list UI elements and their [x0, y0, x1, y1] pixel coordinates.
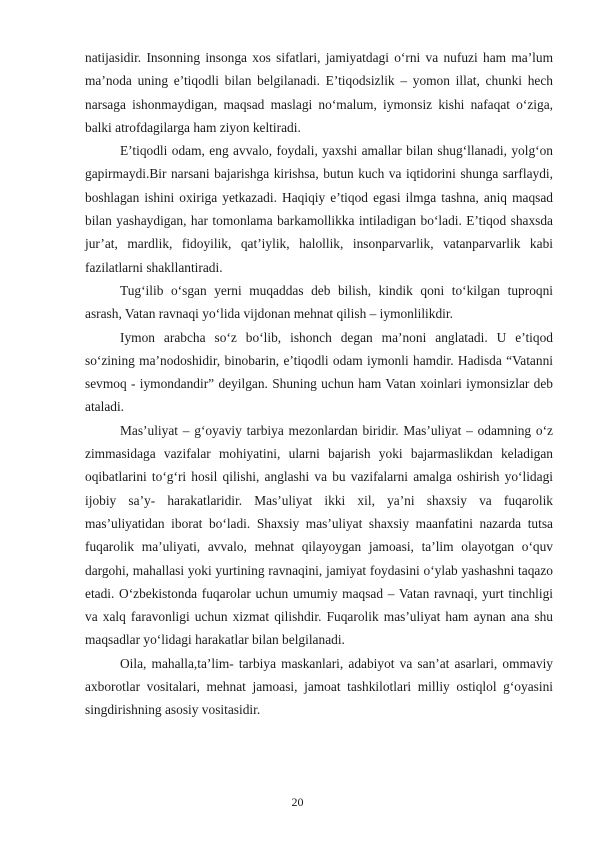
paragraph-5: Mas’uliyat – g‘oyaviy tarbiya mezonlardan biridir. Mas’uliyat – odamning o‘z zimmasidaga vazifalar mohiyatini, ularni bajarish yoki bajarmaslikdan keladigan oqibatlarini to‘g‘ri hosil qilishi, anglashi va bu vazifalarni amalga oshirish yo‘lidagi ijobiy sa’y- harakatlaridir. Mas’uliyat ikki xil, ya’ni shaxsiy va fuqarolik mas’uliyatidan iborat bo‘ladi. Shaxsiy mas’uliyat shaxsiy maanfatini nazarda tutsa fuqarolik ma’uliyati, avvalo, mehnat qilayoygan jamoasi, ta’lim olayotgan o‘quv dargohi, mahallasi yoki yurtining ravnaqini, jamiyat foydasini o‘ylab yashashni taqazo etadi. O‘zbekistonda fuqarolar uchun umumiy maqsad – Vatan ravnaqi, yurt tinchligi va xalq faravonligi uchun xizmat qilishdir. Fuqarolik mas’uliyat ham aynan ana shu maqsadlar yo‘lidagi harakatlar bilan belgilanadi. — [85, 422, 553, 648]
paragraph-2: E’tiqodli odam, eng avvalo, foydali, yaxshi amallar bilan shug‘llanadi, yolg‘on gapirmaydi.Bir narsani bajarishga kirishsa, butun kuch va iqtidorini shunga sarflaydi, boshlagan ishini oxiriga yetkazadi. Haqiqiy e’tiqod egasi ilmga tashna, aniq maqsad bilan yashaydigan, har tomonlama barkamollikka intiladigan bo‘ladi. E’tiqod shaxsda jur’at, mardlik, fidoyilik, qat’iylik, halollik, insonparvarlik, vatanparvarlik kabi fazilatlarni shakllantiradi. — [85, 143, 553, 275]
page-number: 20 — [291, 795, 304, 809]
paragraph-3: Tug‘ilib o‘sgan yerni muqaddas deb bilish, kindik qoni to‘kilgan tuproqni asrash, Vatan ravnaqi yo‘lida vijdonan mehnat qilish – iymonlilikdir. — [85, 282, 553, 322]
paragraph-4: Iymon arabcha so‘z bo‘lib, ishonch degan ma’noni anglatadi. U e’tiqod so‘zining ma’nodoshidir, binobarin, e’tiqodli odam iymonli hamdir. Hadisda “Vatanni sevmoq - iymondandir” deyilgan. Shuning uchun ham Vatan xoinlari iymonsizlar deb ataladi. — [85, 329, 553, 415]
paragraph-6: Oila, mahalla,ta’lim- tarbiya maskanlari, adabiyot va san’at asarlari, ommaviy axborotlar vositalari, mehnat jamoasi, jamoat tashkilotlari milliy ostiqlol g‘oyasini singdirishning asosiy vositasidir. — [85, 655, 553, 718]
body-text — [85, 46, 553, 722]
paragraph-1: natijasidir. Insonning insonga xos sifatlari, jamiyatdagi o‘rni va nufuzi ham ma’lum ma’noda uning e’tiqodli bilan belgilanadi. E’tiqodsizlik – yomon illat, chunki hech narsaga ishonmaydigan, maqsad maslagi no‘malum, iymonsiz kishi nafaqat o‘ziga, balki atrofdagilarga ham ziyon keltiradi. — [85, 50, 553, 135]
